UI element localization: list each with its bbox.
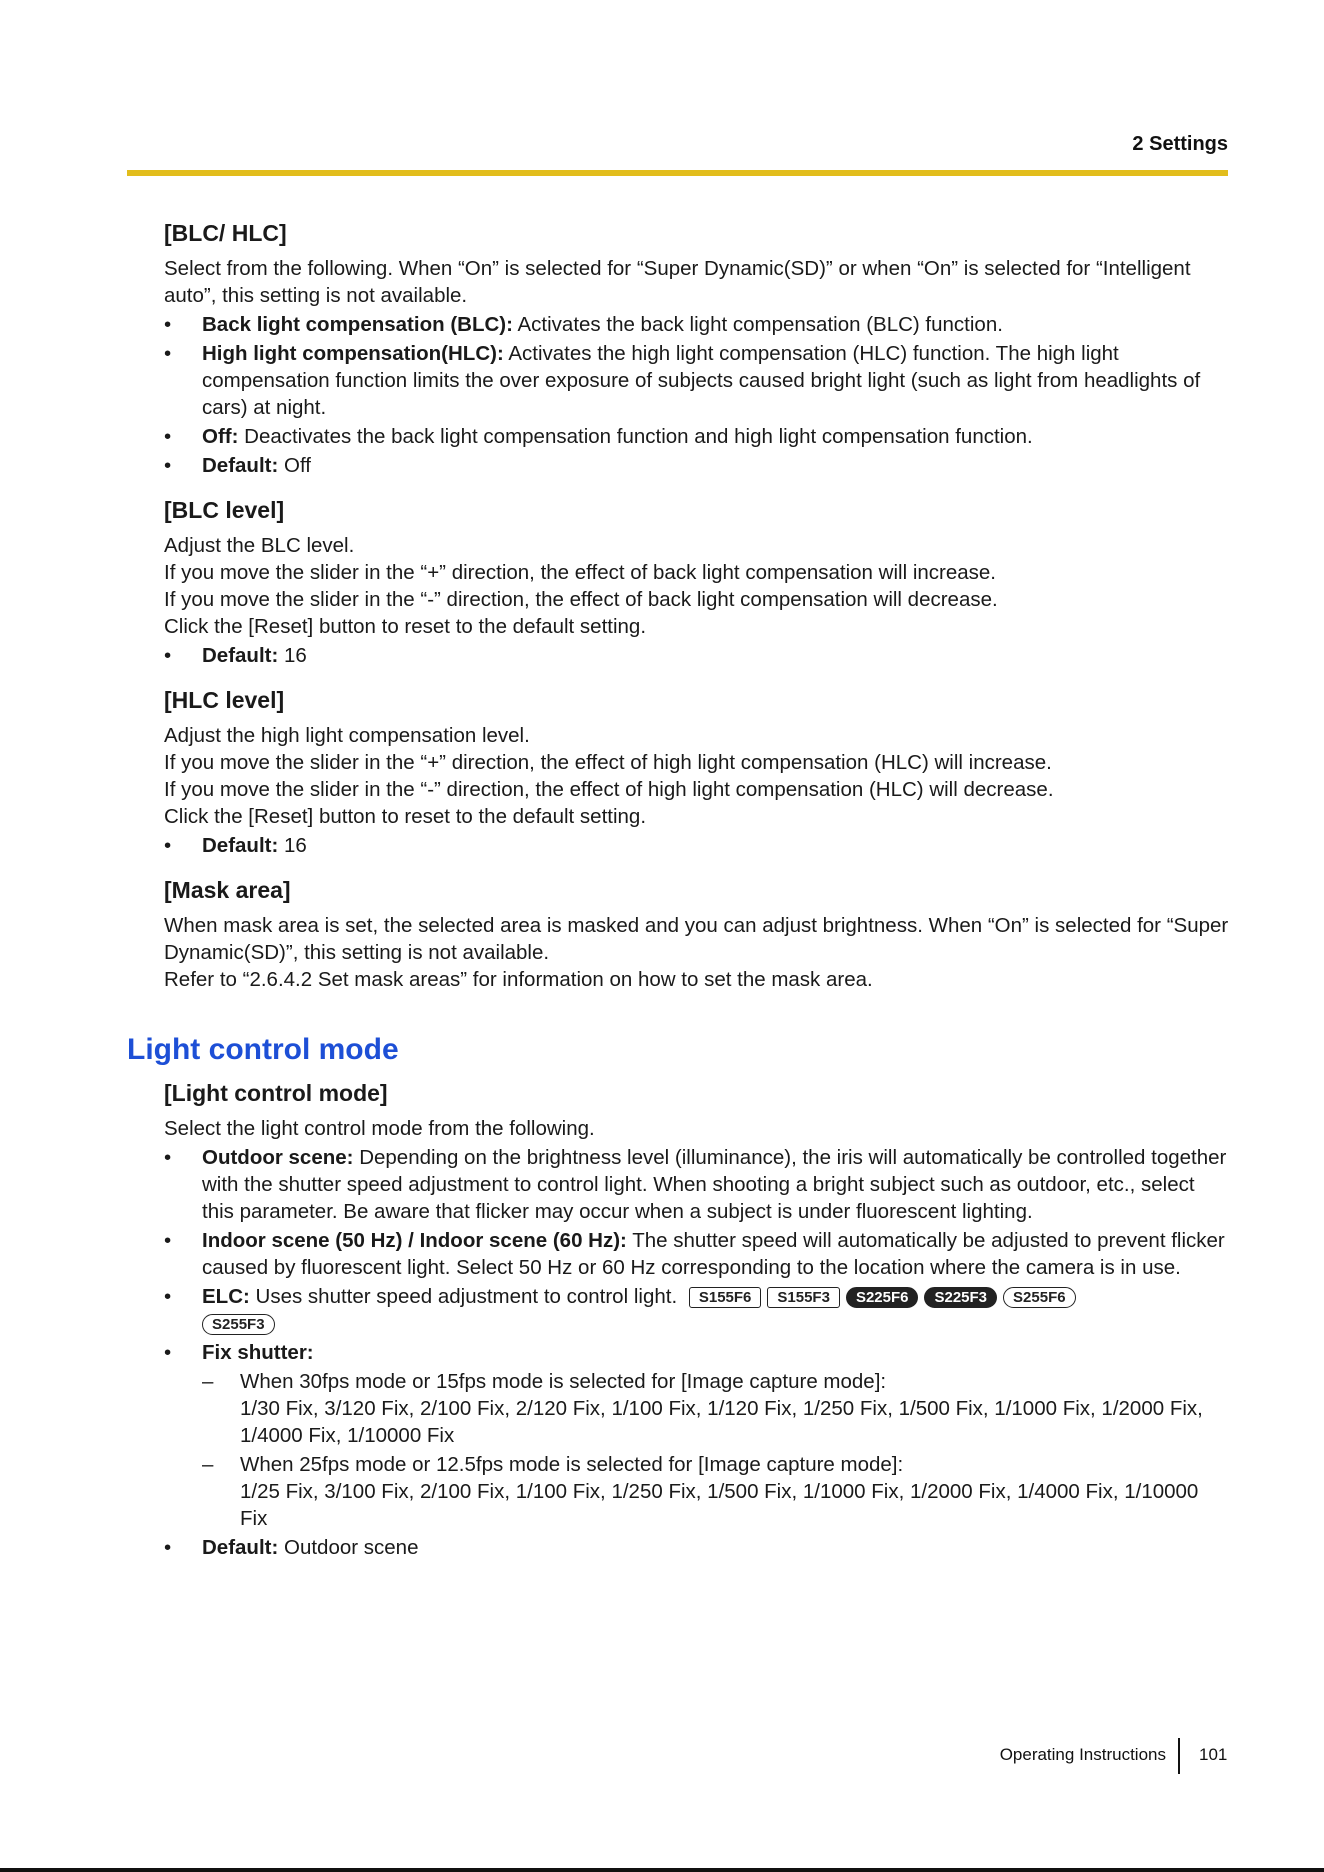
page-number: 101 <box>1199 1745 1228 1764</box>
model-badge: S225F6 <box>846 1287 919 1308</box>
item-text: Deactivates the back light compensation function and high light compensation function. <box>238 425 1033 448</box>
sub-list-item <box>202 1451 1230 1532</box>
list-item <box>164 642 1230 669</box>
paragraph-line: If you move the slider in the “+” direction, the effect of back light compensation will increase. <box>164 561 997 584</box>
list-item <box>164 340 1230 421</box>
item-label: Back light compensation (BLC): <box>202 313 513 336</box>
sub-list-item <box>202 1368 1230 1449</box>
list-item <box>164 832 1230 859</box>
model-badge: S155F3 <box>767 1287 840 1308</box>
section-light-control-mode <box>164 1078 1230 1563</box>
list-item <box>164 423 1230 450</box>
paragraph-line: If you move the slider in the “-” direction, the effect of back light compensation will decrease. <box>164 588 998 611</box>
item-text: 16 <box>278 644 307 667</box>
section-blc-level <box>164 495 1230 671</box>
sub-item-condition: – When 30fps mode or 15fps mode is selected for [Image capture mode]: <box>240 1370 887 1393</box>
sub-item-values: 1/25 Fix, 3/100 Fix, 2/100 Fix, 1/100 Fix, 1/250 Fix, 1/500 Fix, 1/1000 Fix, 1/2000 Fix, 1/4000 Fix, 1/10000 Fix <box>240 1480 1199 1530</box>
section-hlc-level <box>164 685 1230 861</box>
section-intro: Select the light control mode from the following. <box>164 1117 595 1140</box>
item-label: Default: <box>202 834 279 857</box>
section-title: [BLC/ HLC] <box>164 220 287 246</box>
model-badge: S255F3 <box>202 1314 275 1335</box>
section-blc-hlc <box>164 218 1230 481</box>
item-label: Off: <box>202 425 239 448</box>
list-item <box>164 311 1230 338</box>
item-label: Indoor scene (50 Hz) / Indoor scene (60 Hz): <box>202 1229 627 1252</box>
section-intro: Select from the following. When “On” is selected for “Super Dynamic(SD)” or when “On” is selected for “Intelligent auto”, this setting is not available. <box>164 257 1191 307</box>
paragraph-line: Click the [Reset] button to reset to the default setting. <box>164 615 647 638</box>
item-text: Depending on the brightness level (illuminance), the iris will automatically be controlled together with the shutter speed adjustment to control light. When shooting a bright subject such as outdoor, etc., select this parameter. Be aware that flicker may occur when a subject is under fluorescent lighting. <box>202 1146 1227 1223</box>
sub-item-values: 1/30 Fix, 3/120 Fix, 2/100 Fix, 2/120 Fix, 1/100 Fix, 1/120 Fix, 1/250 Fix, 1/500 Fix, 1/1000 Fix, 1/2000 Fix, 1/4000 Fix, 1/10000 Fix <box>240 1397 1203 1447</box>
item-label: Outdoor scene: <box>202 1146 354 1169</box>
header-divider <box>127 170 1228 176</box>
paragraph-line: If you move the slider in the “+” direction, the effect of high light compensation (HLC) will increase. <box>164 751 1052 774</box>
list-item-indoor <box>164 1227 1230 1281</box>
paragraph-line: If you move the slider in the “-” direction, the effect of high light compensation (HLC) will decrease. <box>164 778 1054 801</box>
item-text: Uses shutter speed adjustment to control light. <box>249 1285 678 1308</box>
list-item <box>164 452 1230 479</box>
footer-divider <box>1178 1738 1180 1774</box>
item-text: Activates the back light compensation (BLC) function. <box>512 313 1003 336</box>
item-text: Activates the high light compensation (HLC) function. The high light compensation function limits the over exposure of subjects caused bright light (such as light from headlights of cars) at night. <box>202 342 1201 419</box>
paragraph-line: Adjust the BLC level. <box>164 534 355 557</box>
section-title: [BLC level] <box>164 497 285 523</box>
item-text: Off <box>278 454 311 477</box>
paragraph-line: Refer to “2.6.4.2 Set mask areas” for information on how to set the mask area. <box>164 968 873 991</box>
paragraph-line: Adjust the high light compensation level. <box>164 724 530 747</box>
paragraph-line: Click the [Reset] button to reset to the default setting. <box>164 805 647 828</box>
item-label: Fix shutter: <box>202 1341 314 1364</box>
item-label: High light compensation(HLC): <box>202 342 504 365</box>
page-header-title: 2 Settings <box>1132 133 1228 155</box>
item-text: 16 <box>278 834 307 857</box>
list-item-default <box>164 1534 1230 1561</box>
item-label: ELC: <box>202 1285 250 1308</box>
chapter-heading: Light control mode <box>127 1033 399 1066</box>
item-label: Default: <box>202 454 279 477</box>
list-item-elc <box>164 1283 1230 1337</box>
section-title: [Mask area] <box>164 877 291 903</box>
sub-item-condition: – When 25fps mode or 12.5fps mode is selected for [Image capture mode]: <box>240 1453 904 1476</box>
footer-label: Operating Instructions <box>999 1745 1166 1764</box>
section-mask-area <box>164 875 1230 993</box>
page-bottom-edge <box>0 1868 1324 1872</box>
paragraph-line: When mask area is set, the selected area is masked and you can adjust brightness. When “On” is selected for “Super Dynamic(SD)”, this setting is not available. <box>164 914 1229 964</box>
list-item-fix-shutter <box>164 1339 1230 1532</box>
section-title: [HLC level] <box>164 687 285 713</box>
model-badge: S225F3 <box>924 1287 997 1308</box>
item-label: Default: <box>202 1536 279 1559</box>
section-title: [Light control mode] <box>164 1080 388 1106</box>
list-item-outdoor <box>164 1144 1230 1225</box>
model-badge: S255F6 <box>1003 1287 1076 1308</box>
model-badge: S155F6 <box>689 1287 762 1308</box>
item-text: Outdoor scene <box>278 1536 419 1559</box>
item-label: Default: <box>202 644 279 667</box>
item-text: The shutter speed will automatically be adjusted to prevent flicker caused by fluorescent light. Select 50 Hz or 60 Hz corresponding to the location where the camera is in use. <box>202 1229 1225 1279</box>
